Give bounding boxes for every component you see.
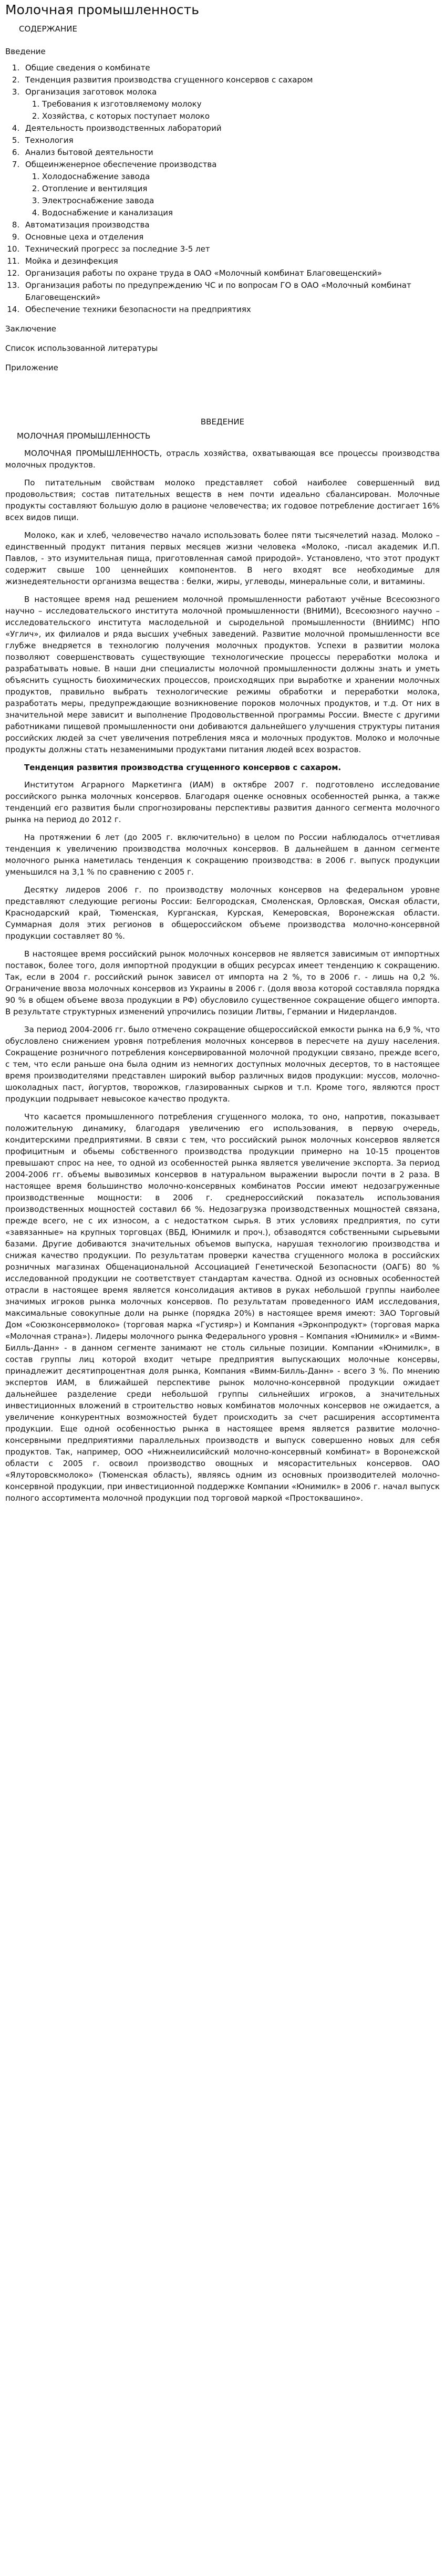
conclusion-label: Заключение: [5, 324, 56, 334]
toc-item: 12. Организация работы по охране труда в ОАО «Молочный комбинат Благовещенский»: [22, 267, 440, 279]
table-of-contents: [5, 62, 440, 316]
body-paragraph: На протяжении 6 лет (до 2005 г. включительно) в целом по России наблюдалось отчетливая тенденция к увеличению производства молочных консервов. В дальнейшем в данном сегменте молочного рынка наметилась тенденция к сокращению производства: в 2006 г. выпуск продукции уменьшился на 3,1 % по сравнению с 2005 г.: [5, 833, 440, 877]
body-paragraph: МОЛОЧНАЯ ПРОМЫШЛЕННОСТЬ, отрасль хозяйства, охватывающая все процессы производства молочных продуктов.: [5, 449, 440, 470]
toc-subitem: 3. Электроснабжение завода: [42, 195, 440, 207]
toc-item: 11. Мойка и дезинфекция: [22, 255, 440, 267]
toc-item: 14. Обеспечение техники безопасности на предприятиях: [22, 304, 440, 316]
body-paragraph: Что касается промышленного потребления сгущенного молока, то оно, напротив, показывает положительную динамику, благодаря увеличению его использования, в первую очередь, кондитерскими предприятиями. В связи с тем, что российский рынок молочных консервов является профицитным и обьемы собственного производства продукции примерно на 10-15 процентов превышают спрос на нее, то одной из особенностей рынка является увеличение экспорта. За период 2004-2006 гг. объемы вывозимых консервов в натуральном выражении выросли почти в 2 раза. В настоящее время большинство молочно-консервных комбинатов России имеют недозагруженные производственные мощности: в 2006 г. среднероссийский показатель использования производственных мощностей составил 66 %. Недозагрузка производственных мощностей связана, прежде всего, не с их износом, а с недостатком сырья. В этих условиях предприятия, по сути «завязанные» на крупных торговцах (ВБД, Юнимилк и проч.), обзаводятся собственными сырьевыми базами. Другие добиваются значительных объемов выпуска, нарушая технологию производства и снижая качество продукции. По результатам проверки качества сгущенного молока в российских розничных магазинах Общенациональной Ассоциацией Генетической Безопасности (ОАГБ) 80 % исследованной продукции не соответствует стандартам качества. Одной из основных особенностей отрасли в настоящее время является консолидация активов в руках небольшой группы наиболее значимых игроков рынка молочных консервов. По результатам проведенного ИАМ исследования, максимальные совокупные доли на рынке (порядка 20%) в настоящее время имеют: ЗАО Торговый Дом «Союзконсервмолоко» (торговая марка «Густияр») и Компания «Эрконпродукт» (торговая марка «Молочная страна»). Лидеры молочного рынка Федерального уровня – Компания «Юнимилк» и «Вимм-Билль-Данн» - в данном сегменте занимают не столь сильные позиции. Компании «Юнимилк», в состав группы лиц которой входит четыре предприятия выпускающих молочные консервы, принадлежит десятипроцентная доля рынка, Компания «Вимм-Билль-Данн» - всего 3 %. По мнению экспертов ИАМ, в ближайшей перспективе рынок молочно-консервной продукции ожидает дальнейшее разделение среди небольшой группы сильнейших игроков, а значительных инвестиционных вложений в строительство новых комбинатов молочных консервов не ожидается, а увеличение конкурентных возможностей будет происходить за счет расширения ассортимента продукции. Еще одной особенностью рынка в настоящее время является развитие молочно-консервными предприятиями параллельных производств и выпуск совершенно новых для себя продуктов. Так, например, ООО «Нижнеилисийский молочно-консервный комбинат» в Воронежской области с 2005 г. освоил производство овощных и мясорастительных консервов. ОАО «Ялуторовскмолоко» (Тюменская область), являясь одним из основных производителей молочно-консервной продукции, при инвестиционной поддержке Компании «Юнимилк» в 2006 г. начал выпуск полного ассортимента молочной продукции под торговой маркой «Простоквашино».: [5, 1112, 440, 1503]
toc-item: 13. Организация работы по предупреждению ЧС и по вопросам ГО в ОАО «Молочный комбинат Благовещенский»: [22, 279, 440, 304]
body-paragraph: Институтом Аграрного Маркетинга (ИАМ) в октябре 2007 г. подготовлено исследование российского рынка молочных консервов. Благодаря оценке основных особенностей рынка, а также тенденций его развития были спрогнозированы перспективы развития данного сегмента молочного рынка на период до 2012 г.: [5, 780, 440, 824]
toc-item: 10. Технический прогресс за последние 3-5 лет: [22, 243, 440, 255]
toc-item: 2. Тенденция развития производства сгущенного консервов с сахаром: [22, 74, 440, 86]
section-subheading: МОЛОЧНАЯ ПРОМЫШЛЕННОСТЬ: [17, 431, 151, 441]
toc-subitem: 2. Хозяйства, с которых поступает молоко: [42, 110, 440, 122]
toc-title: СОДЕРЖАНИЕ: [19, 24, 77, 34]
toc-subitem: 1. Требования к изготовляемому молоку: [42, 98, 440, 110]
page-title: Молочная промышленность: [5, 2, 199, 17]
toc-item: 1. Общие сведения о комбинате: [22, 62, 440, 74]
section-bold-heading: Тенденция развития производства сгущенного консервов с сахаром.: [24, 763, 341, 772]
body-paragraph: За период 2004-2006 гг. было отмечено сокращение общероссийской емкости рынка на 6,9 %, что обусловлено снижением уровня потребления молочных консервов в пересчете на душу населения. Сокращение розничного потребления консервированной молочной продукции связано, прежде всего, с тем, что если раньше она была одним из немногих доступных молочных десертов, то в настоящее время производителями представлен широкий выбор различных видов продукции: муссов, молочно-шоколадных паст, йогуртов, творожков, глазированных сырков и т.п. Кроме того, являются прост продукции подрывает невысокое качество продукта.: [5, 1025, 440, 1104]
toc-intro-label: Введение: [5, 47, 46, 56]
toc-sublist: [25, 171, 440, 219]
body-paragraph: В настоящее время над решением молочной промышленности работают учёные Всесоюзного научно – исследовательского института молочной промышленности (ВНИМИ), Всесоюзного научно – исследовательского института маслодельной и сыродельной промышленности (ВНИИМС) НПО «Углич», их филиалов и ряда высших учебных заведений. Развитие молочной промышленности все глубже внедряется в технологию получения молочных продуктов. Успехи в развитии молока позволяют совершенствовать существующие технологические процессы переработки молока и разрабатывать новые. В наши дни специалисты молочной промышленности должны знать и уметь объяснить сущность биохимических процессов, происходящих при выработке и хранении молочных продуктов, правильно выбрать технологические режимы обработки и переработки молока, разработать меры, предупреждающие возникновение пороков молочных продуктов, и т.д. От них в значительной мере зависит и выполнение Продовольственной программы России. Вместе с другими работниками пищевой промышленности они добиваются дальнейшего улучшения структуры питания российских людей за счет увеличения потребления мяса и молочных продуктов. Молоко и молочные продукты должны стать незаменимыми продуктами питания людей всех возрастов.: [5, 595, 440, 754]
toc-sublist: [25, 98, 440, 122]
toc-appendix-list: [5, 323, 440, 374]
toc-subitem: 1. Холодоснабжение завода: [42, 171, 440, 183]
toc-item: 4. Деятельность производственных лабораторий: [22, 122, 440, 134]
toc-item: 3. Организация заготовок молока 1. Требования к изготовляемому молоку 2. Хозяйства, с которых поступает молоко: [22, 86, 440, 122]
body-paragraph: По питательным свойствам молоко представляет собой наиболее совершенный вид продовольствия; состав питательных веществ в нем почти идеально сбалансирован. Молочные продукты составляют большую долю в рационе человечества; их годовое потребление достигает 16% всех видов пищи.: [5, 478, 440, 522]
toc-subitem: 2. Отопление и вентиляция: [42, 183, 440, 195]
appendix-label: Приложение: [5, 363, 58, 372]
toc-item: 9. Основные цеха и отделения: [22, 231, 440, 243]
body-paragraph: Десятку лидеров 2006 г. по производству молочных консервов на федеральном уровне представляют следующие регионы России: Белгородская, Смоленская, Орловская, Омская области, Краснодарский край, Тюменская, Курганская, Курская, Кемеровская, Воронежская области. Суммарная доля этих регионов в общероссийском объеме производства молочно-консервной продукции составляет 80 %.: [5, 885, 440, 941]
toc-item: 8. Автоматизация производства: [22, 219, 440, 231]
toc-item: 7. Общеинженерное обеспечение производства 1. Холодоснабжение завода 2. Отопление и вентиляция 3. Электроснабжение завода 4. Водоснабжение и канализация: [22, 159, 440, 219]
section-heading: ВВЕДЕНИЕ: [200, 417, 245, 427]
toc-item: 6. Анализ бытовой деятельности: [22, 147, 440, 159]
toc-item: 5. Технология: [22, 134, 440, 147]
body-paragraph: В настоящее время российский рынок молочных консервов не является зависимым от импортных поставок, более того, доля импортной продукции в общих ресурсах имеет тенденцию к сокращению. Так, если в 2004 г. российский рынок зависел от импорта на 2 %, то в 2006 г. - лишь на 0,2 %. Ограничение ввоза молочных консервов из Украины в 2006 г. (доля ввоза которой составляла порядка 90 % в общем объеме ввоза продукции в РФ) обусловило существенное сокращение общего импорта. В результате структурных изменений упрочились позиции Литвы, Германии и Нидерландов.: [5, 949, 440, 1016]
body-paragraph: Молоко, как и хлеб, человечество начало использовать более пяти тысячелетий назад. Молоко – единственный продукт питания первых месяцев жизни человека «Молоко, -писал академик И.П. Павлов, - это изумительная пища, приготовленная самой природой». Установлено, что этот продукт содержит свыше 100 ценнейших компонентов. В него входят все необходимые для жизнедеятельности организма вещества : белки, жиры, углеводы, минеральные соли, и витамины.: [5, 531, 440, 586]
toc-subitem: 4. Водоснабжение и канализация: [42, 207, 440, 219]
references-label: Список использованной литературы: [5, 344, 158, 353]
